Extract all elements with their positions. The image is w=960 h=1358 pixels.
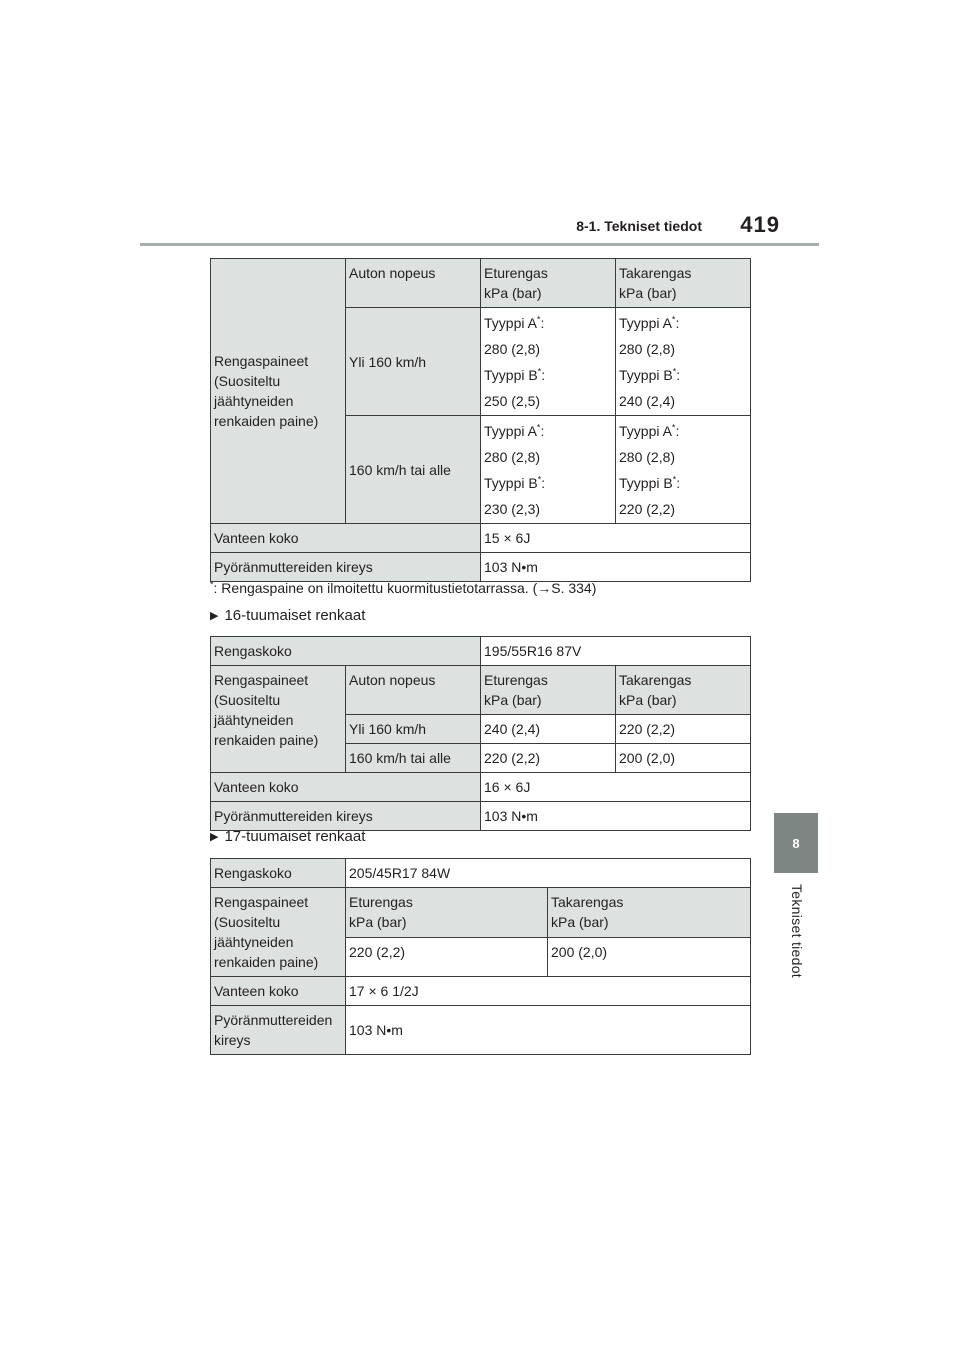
rear-header-cell (616, 259, 751, 308)
rim-size-value-cell (346, 977, 751, 1006)
type-b-label: Tyyppi B (619, 366, 673, 383)
tire-size-value: 205/45R17 84W (349, 865, 451, 881)
rear-pressure-cell (616, 715, 751, 744)
rim-size-value-cell (481, 773, 751, 802)
tire-size-label: Rengaskoko (214, 643, 292, 659)
front-header-line1: Eturengas (349, 894, 413, 910)
speed-header: Auton nopeus (349, 672, 436, 688)
rear-pressure-cell (616, 744, 751, 773)
torque-label-cell (211, 553, 481, 582)
rear-header-line1: Takarengas (619, 672, 692, 688)
type-a-label: Tyyppi A (619, 422, 672, 439)
torque-label-cell (211, 1006, 346, 1055)
torque-label-cell (211, 802, 481, 831)
section-heading-text: 17-tuumaiset renkaat (224, 828, 366, 845)
footnote-mark: * (536, 313, 541, 324)
rim-size-label-cell (211, 773, 481, 802)
footnote-text: : Rengaspaine on ilmoitettu kuormitustietotarrassa. (→S. 334) (213, 580, 597, 596)
speed-cell-over160 (346, 308, 481, 416)
footnote-mark: * (536, 421, 541, 432)
section-title: 8-1. Tekniset tiedot (576, 218, 702, 234)
footnote-mark: * (671, 421, 676, 432)
torque-value: 103 N•m (349, 1022, 403, 1038)
rear-a-value: 280 (2,8) (619, 340, 676, 357)
tire-size-label: Rengaskoko (214, 865, 292, 881)
speed-cell-over160 (346, 715, 481, 744)
speed-value: 160 km/h tai alle (349, 461, 451, 478)
front-pressure-cell (346, 938, 548, 977)
tire-size-value: 195/55R16 87V (484, 643, 582, 659)
speed-value: Yli 160 km/h (349, 353, 427, 370)
rear-b-value: 220 (2,2) (619, 500, 676, 517)
speed-header: Auton nopeus (349, 265, 436, 281)
rear-header-line1: Takarengas (619, 265, 692, 281)
type-b-label: Tyyppi B (619, 474, 673, 491)
front-header-line2: kPa (bar) (349, 914, 407, 930)
rear-pressure-cell (548, 938, 751, 977)
front-header-line1: Eturengas (484, 265, 548, 281)
torque-value: 103 N•m (484, 559, 538, 575)
colon: : (675, 422, 680, 439)
footnote-mark: * (672, 473, 677, 484)
front-pressure-160-or-less (481, 416, 616, 524)
section-heading-16 (210, 607, 365, 624)
front-pressure-value: 220 (2,2) (349, 944, 406, 961)
front-header-cell (481, 259, 616, 308)
tire-pressure-table-16 (210, 636, 751, 831)
triangle-bullet-icon: ▶ (210, 610, 219, 622)
header-rule (140, 243, 819, 246)
type-a-label: Tyyppi A (619, 314, 672, 331)
speed-value: Yli 160 km/h (349, 721, 427, 737)
torque-value-cell (346, 1006, 751, 1055)
rim-size-label-cell (211, 524, 481, 553)
footnote-mark: * (672, 365, 677, 376)
type-a-label: Tyyppi A (484, 314, 537, 331)
rear-header-line2: kPa (bar) (551, 914, 609, 930)
colon: : (540, 422, 545, 439)
torque-label: Pyöränmuttereiden kireys (214, 808, 373, 824)
rear-header-line2: kPa (bar) (619, 285, 677, 301)
front-b-value: 250 (2,5) (484, 392, 541, 409)
front-pressure-value: 240 (2,4) (484, 721, 541, 737)
rear-header-line2: kPa (bar) (619, 692, 677, 708)
tire-size-value-cell (346, 859, 751, 888)
pressure-label: Rengaspaineet (Suositeltu jäähtyneiden renkaiden paine) (214, 672, 319, 748)
torque-value: 103 N•m (484, 808, 538, 824)
front-header-line2: kPa (bar) (484, 285, 542, 301)
type-b-label: Tyyppi B (484, 366, 538, 383)
rear-pressure-value: 200 (2,0) (551, 944, 608, 961)
tire-pressure-table-15 (210, 258, 751, 582)
rear-header-cell (548, 888, 751, 938)
rim-size-label: Vanteen koko (214, 983, 299, 999)
section-heading-text: 16-tuumaiset renkaat (224, 607, 366, 624)
colon: : (541, 474, 546, 491)
speed-value: 160 km/h tai alle (349, 750, 451, 766)
front-a-value: 280 (2,8) (484, 448, 541, 465)
torque-value-cell (481, 553, 751, 582)
colon: : (675, 314, 680, 331)
pressure-label: Rengaspaineet (Suositeltu jäähtyneiden renkaiden paine) (214, 353, 319, 429)
tire-size-label-cell (211, 637, 481, 666)
chapter-tab (774, 813, 818, 873)
tire-size-label-cell (211, 859, 346, 888)
pressure-label-cell (211, 259, 346, 524)
footnote-mark: * (537, 365, 542, 376)
front-pressure-cell (481, 715, 616, 744)
colon: : (676, 366, 681, 383)
rear-header-cell (616, 666, 751, 715)
rim-size-value: 16 × 6J (484, 779, 531, 795)
rim-size-label: Vanteen koko (214, 530, 299, 546)
rear-pressure-over160 (616, 308, 751, 416)
footnote-mark: * (537, 473, 542, 484)
rear-header-line1: Takarengas (551, 894, 624, 910)
triangle-bullet-icon: ▶ (210, 831, 219, 843)
pressure-label-cell (211, 888, 346, 977)
type-a-label: Tyyppi A (484, 422, 537, 439)
footnote-mark: * (210, 579, 214, 590)
colon: : (676, 474, 681, 491)
torque-value-cell (481, 802, 751, 831)
front-header-cell (346, 888, 548, 938)
section-heading-17 (210, 828, 365, 845)
rim-size-label: Vanteen koko (214, 779, 299, 795)
speed-header-cell (346, 259, 481, 308)
front-b-value: 230 (2,3) (484, 500, 541, 517)
speed-header-cell (346, 666, 481, 715)
front-header-cell (481, 666, 616, 715)
torque-label: Pyöränmuttereiden kireys (214, 1012, 333, 1048)
front-pressure-value: 220 (2,2) (484, 750, 541, 766)
front-a-value: 280 (2,8) (484, 340, 541, 357)
rim-size-value-cell (481, 524, 751, 553)
colon: : (540, 314, 545, 331)
footnote (210, 580, 596, 596)
rear-a-value: 280 (2,8) (619, 448, 676, 465)
tire-size-value-cell (481, 637, 751, 666)
colon: : (541, 366, 546, 383)
pressure-label: Rengaspaineet (Suositeltu jäähtyneiden renkaiden paine) (214, 894, 319, 970)
rim-size-value: 17 × 6 1/2J (349, 983, 419, 999)
pressure-label-cell (211, 666, 346, 773)
rim-size-label-cell (211, 977, 346, 1006)
footnote-mark: * (671, 313, 676, 324)
rim-size-value: 15 × 6J (484, 530, 531, 546)
speed-cell-160-or-less (346, 416, 481, 524)
front-header-line2: kPa (bar) (484, 692, 542, 708)
torque-label: Pyöränmuttereiden kireys (214, 559, 373, 575)
rear-pressure-value: 220 (2,2) (619, 721, 676, 737)
tire-pressure-table-17 (210, 858, 751, 1055)
page-number: 419 (740, 212, 780, 237)
type-b-label: Tyyppi B (484, 474, 538, 491)
chapter-title: Tekniset tiedot (789, 884, 805, 978)
speed-cell-160-or-less (346, 744, 481, 773)
chapter-number: 8 (792, 835, 800, 851)
rear-pressure-160-or-less (616, 416, 751, 524)
rear-b-value: 240 (2,4) (619, 392, 676, 409)
front-header-line1: Eturengas (484, 672, 548, 688)
front-pressure-over160 (481, 308, 616, 416)
rear-pressure-value: 200 (2,0) (619, 750, 676, 766)
front-pressure-cell (481, 744, 616, 773)
